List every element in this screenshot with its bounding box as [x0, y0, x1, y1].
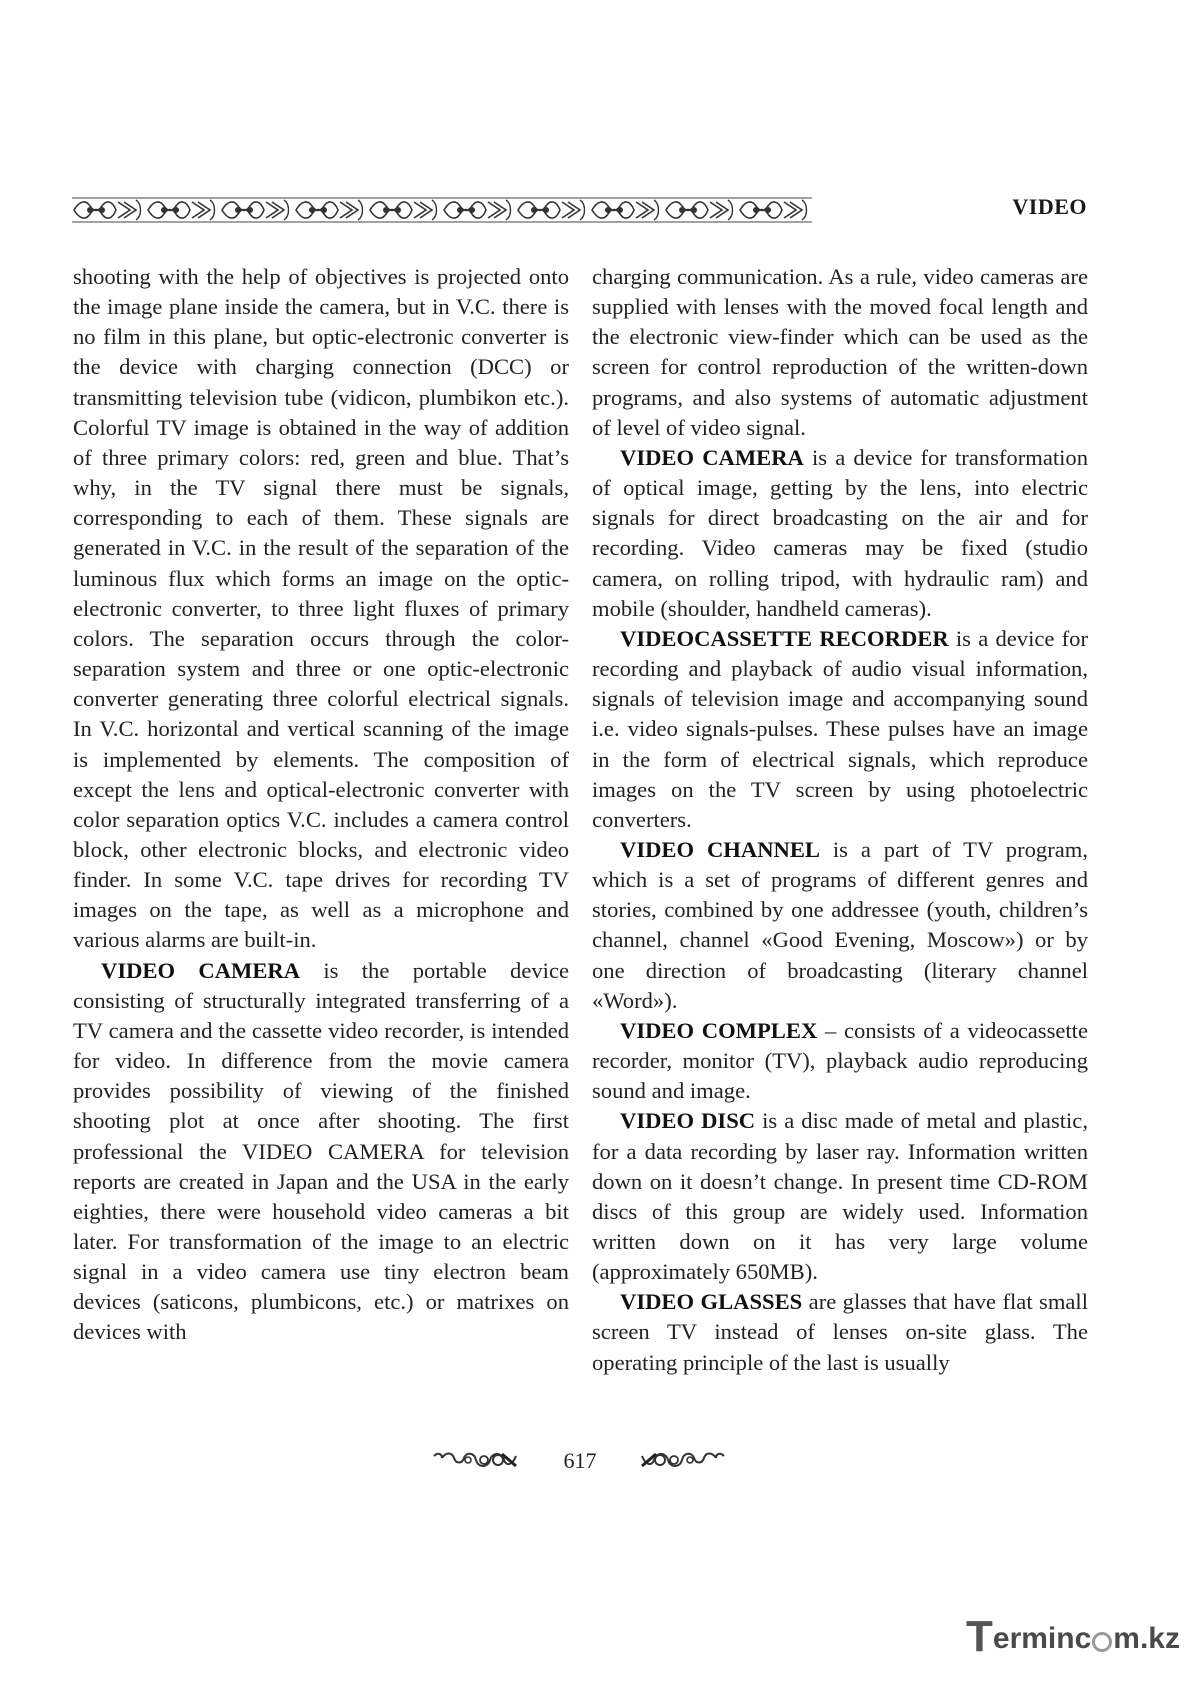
paragraph-text: charging communication. As a rule, video cameras are supplied with lenses with the moved focal length and the electronic view-finder which can be used as the screen for control reproduction of the written-down programs, and also systems of automatic adjustment of level of video signal.	[592, 264, 1088, 440]
logo-letter-t: T	[966, 1612, 993, 1661]
dictionary-entry	[592, 1016, 1088, 1106]
dictionary-entry	[73, 956, 569, 1348]
page-number: 617	[563, 1448, 597, 1473]
entry-definition: is a part of TV program, which is a set of programs of different genres and stories, combined by one addressee (youth, children’s channel, channel «Good Evening, Moscow») or by one direction of broadcasting (literary channel «Word»).	[592, 836, 1088, 1013]
dictionary-entry	[592, 1287, 1088, 1377]
entry-definition: is a device for recording and playback of audio visual information, signals of television image and accompanying sound i.e. video signals-pulses. These pulses have an image in the form of electrical signals, which reproduce images on the TV screen by using photoelectric converters.	[592, 625, 1088, 832]
logo-ring-icon	[1092, 1632, 1112, 1652]
watermark-logo	[966, 1612, 1180, 1661]
logo-text-part: erminc	[992, 1622, 1092, 1655]
scroll-ornament-left-icon	[432, 1448, 518, 1474]
dictionary-entry	[592, 835, 1088, 1016]
entry-definition: is a disc made of metal and plastic, for a data recording by laser ray. Information written down on it doesn’t change. In present time CD-ROM discs of this group are widely used. Information written down on it has very large volume (approximately 650MB).	[592, 1108, 1088, 1285]
entry-definition: are glasses that have flat small screen TV instead of lenses on-site glass. The operating principle of the last is usually	[592, 1289, 1088, 1375]
entry-term: VIDEO CAMERA	[101, 957, 301, 983]
entry-term: VIDEOCASSETTE RECORDER	[620, 625, 949, 651]
entry-term: VIDEO DISC	[620, 1108, 756, 1134]
dictionary-entry	[592, 443, 1088, 624]
right-paragraph-continuation	[592, 262, 1088, 443]
ornamental-border-icon	[72, 196, 812, 224]
entry-term: VIDEO CHANNEL	[620, 836, 820, 862]
left-paragraph-continuation	[73, 262, 569, 956]
logo-text-part: m.kz	[1113, 1622, 1180, 1655]
paragraph-text: shooting with the help of objectives is projected onto the image plane inside the camera, but in V.C. there is no film in this plane, but optic-electronic converter is the device with charging connection (DCC) or transmitting television tube (vidicon, plumbikon etc.). Colorful TV image is obtained in the way of addition of three primary colors: red, green and blue. That’s why, in the TV signal there must be signals, corresponding to each of them. These signals are generated in V.C. in the result of the separation of the luminous flux which forms an image on the optic-electronic converter, to three light fluxes of primary colors. The separation occurs through the color-separation system and three or one optic-electronic converter generating three colorful electrical signals. In V.C. horizontal and vertical scanning of the image is implemented by elements. The composition of except the lens and optical-electronic converter with color separation optics V.C. includes a camera control block, other electronic blocks, and electronic video finder. In some V.C. tape drives for recording TV images on the tape, as well as a microphone and various alarms are built-in.	[73, 264, 569, 953]
entry-definition: is the portable device consisting of structurally integrated transferring of a TV camera and the cassette video recorder, is intended for video. In difference from the movie camera provides possibility of viewing of the finished shooting plot at once after shooting. The first professional the VIDEO CAMERA for television reports are created in Japan and the USA in the early eighties, there were household video cameras a bit later. For transformation of the image to an electric signal in a video camera use tiny electron beam devices (saticons, plumbicons, etc.) or matrixes on devices with	[73, 957, 569, 1345]
dictionary-entry	[592, 624, 1088, 835]
left-column	[73, 262, 569, 1348]
dictionary-entry	[592, 1106, 1088, 1287]
entry-definition: – consists of a videocassette recorder, monitor (TV), playback audio reproducing sound and image.	[592, 1017, 1088, 1104]
entry-definition: is a device for transformation of optical image, getting by the lens, into electric signals for direct broadcasting on the air and for recording. Video cameras may be fixed (studio camera, on rolling tripod, with hydraulic ram) and mobile (shoulder, handheld cameras).	[592, 444, 1088, 621]
entry-term: VIDEO CAMERA	[620, 444, 804, 470]
right-column	[592, 262, 1088, 1378]
scroll-ornament-right-icon	[640, 1448, 726, 1474]
entry-term: VIDEO GLASSES	[620, 1289, 803, 1315]
running-head: VIDEO	[1012, 194, 1087, 219]
entry-term: VIDEO COMPLEX	[620, 1017, 818, 1043]
